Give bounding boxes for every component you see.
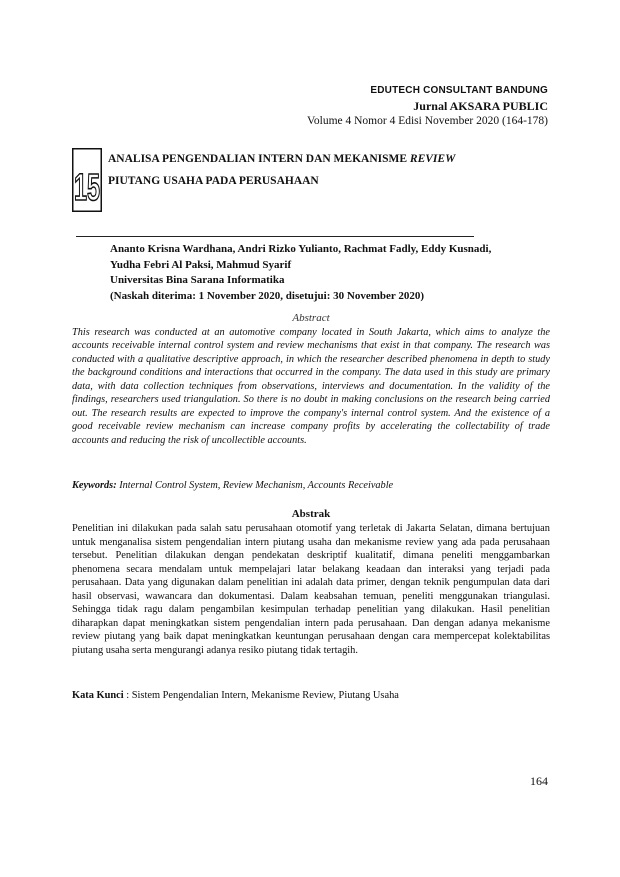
abstrak-text: Penelitian ini dilakukan pada salah satu perusahaan otomotif yang terletak di Jakarta Selatan, dimana bertujuan untuk menganalisa sistem pengendalian intern piutang usaha dan mekanisme review yang ada pada perusahaan tersebut. Penelitian dilakukan dengan pendekatan deskriptif kualitatif, dimana peneliti menggambarkan phenomena secara mendalam untuk mempelajari latar belakang keadaan dan interaksi yang terjadi pada perusahaan. Data yang digunakan dalam penelitian ini adalah data primer, dengan teknik pengumpulan data dari hasil observasi, wawancara dan dokumentasi. Dalam keabsahan temuan, peneliti menggunakan triangulasi. Sehingga tidak ragu dalam pengambilan kesimpulan terhadap penelitian yang dilakukan. Hasil penelitian diharapkan dapat meningkatkan sistem pengendalian intern pada perusahaan. Dan dengan adanya mekanisme review piutang yang baik dapat meningkatkan keuntungan perusahaan dengan cara mempercepat kolektabilitas piutang usaha serta mengurangi adanya resiko piutang tidak tertagih. <box>72 523 550 656</box>
kata-kunci <box>72 690 550 701</box>
abstrak-heading: Abstrak <box>291 508 331 520</box>
authors-line-1: Ananto Krisna Wardhana, Andri Rizko Yulianto, Rachmat Fadly, Eddy Kusnadi, <box>110 243 492 255</box>
journal-name: Jurnal AKSARA PUBLIC <box>413 99 548 113</box>
page-number: 164 <box>530 774 548 788</box>
abstract-text: This research was conducted at an automotive company located in South Jakarta, which aims to analyze the accounts receivable internal control system and review mechanisms that exist in that company. The research was conducted with a qualitative descriptive approach, in which the researcher described phenomena in depth to study the background conditions and interactions that occurred in the company. The data used in this study are primary data, with data collection techniques from observations, interviews and documentation. In the validity of the findings, researchers used triangulation. So there is no doubt in making conclusions on the research being carried out. The research results are expected to improve the company's internal control system. And the existence of a good receivable review mechanism can increase company profits by accelerating the collectability of trade accounts and reducing the risk of uncollectible accounts. <box>72 327 550 446</box>
title-italic-word: REVIEW <box>409 153 456 165</box>
abstract-heading: Abstract <box>292 312 330 324</box>
volume-info: Volume 4 Nomor 4 Edisi November 2020 (164-178) <box>307 115 548 127</box>
title-divider <box>76 236 474 237</box>
keywords-list: Internal Control System, Review Mechanism, Accounts Receivable <box>116 480 394 491</box>
keywords <box>72 480 550 491</box>
authors-line-2: Yudha Febri Al Paksi, Mahmud Syarif <box>110 258 292 271</box>
publisher-name: EDUTECH CONSULTANT BANDUNG <box>370 85 548 96</box>
kata-kunci-label: Kata Kunci <box>72 690 124 701</box>
keywords-label: Keywords: <box>72 480 117 491</box>
affiliation: Universitas Bina Sarana Informatika <box>110 274 285 286</box>
article-title <box>108 148 538 192</box>
article-number: 15 <box>74 167 100 209</box>
author-block <box>110 242 550 304</box>
title-line-1: ANALISA PENGENDALIAN INTERN DAN MEKANISME REVIEW <box>108 153 456 165</box>
kata-kunci-list: : Sistem Pengendalian Intern, Mekanisme Review, Piutang Usaha <box>123 690 399 701</box>
submission-dates: (Naskah diterima: 1 November 2020, disetujui: 30 November 2020) <box>110 289 424 302</box>
article-number-badge <box>72 148 102 212</box>
title-line-2: PIUTANG USAHA PADA PERUSAHAAN <box>108 175 319 187</box>
